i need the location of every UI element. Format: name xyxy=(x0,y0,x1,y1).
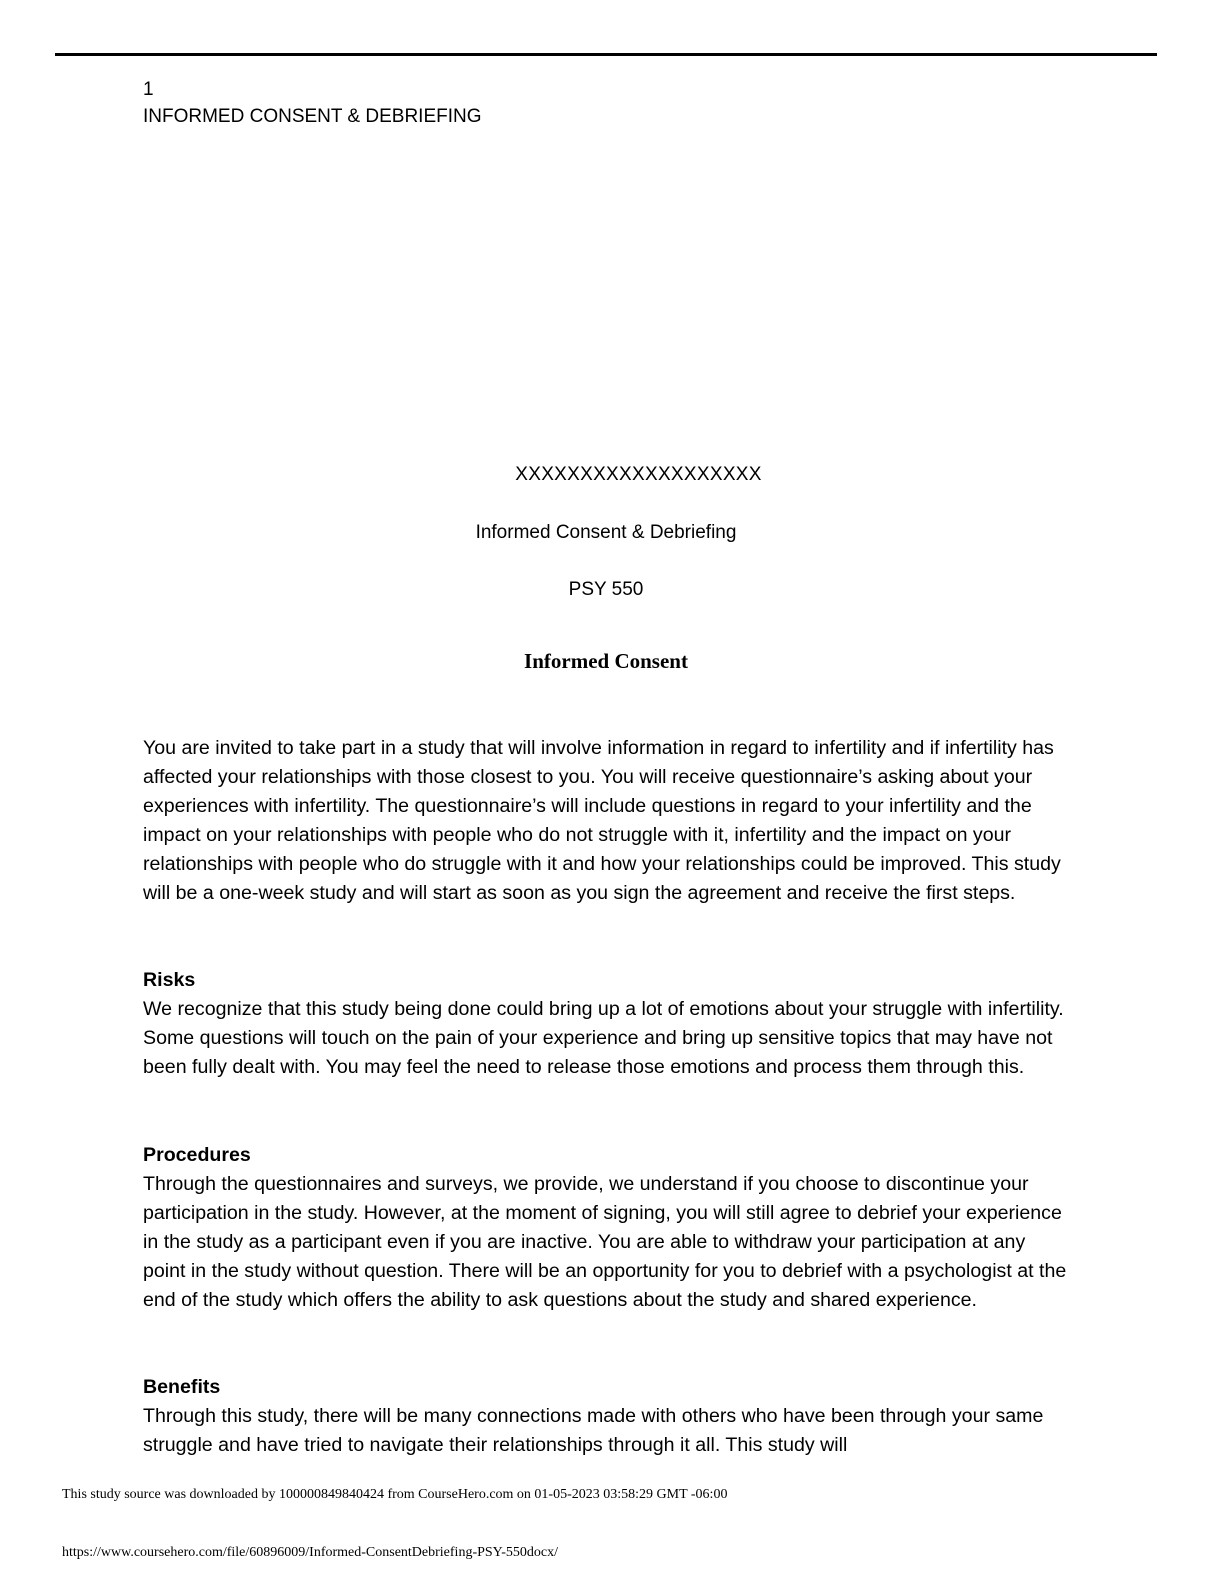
source-url[interactable]: https://www.coursehero.com/file/60896009/Informed-ConsentDebriefing-PSY-550docx/ xyxy=(62,1545,559,1560)
intro-text: You are invited to take part in a study that will involve information in regard to infertility and if infertility has affected your relationships with those closest to you. You will receive questionnaire’s asking about your experiences with infertility. The questionnaire’s will include questions in regard to your infertility and the impact on your relationships with people who do not struggle with it, infertility and the impact on your relationships with people who do struggle with it and how your relationships could be improved. This study will be a one-week study and will start as soon as you sign the agreement and receive the first steps. xyxy=(143,737,1061,904)
risks-text: We recognize that this study being done could bring up a lot of emotions about your struggle with infertility. Some questions will touch on the pain of your experience and bring up sensitive topics that may have not been fully dealt with. You may feel the need to release those emotions and process them through this. xyxy=(143,998,1064,1078)
download-source-line: This study source was downloaded by 100000849840424 from CourseHero.com on 01-05-2023 03:58:29 GMT -06:00 xyxy=(62,1487,728,1502)
benefits-heading: Benefits xyxy=(143,1376,221,1398)
risks-section xyxy=(143,966,1073,1082)
course-code: PSY 550 xyxy=(568,579,644,600)
procedures-text: Through the questionnaires and surveys, we provide, we understand if you choose to discontinue your participation in the study. However, at the moment of signing, you will still agree to debrief your experience in the study as a participant even if you are inactive. You are able to withdraw your participation at any point in the study without question. There will be an opportunity for you to debrief with a psychologist at the end of the study which offers the ability to ask questions about the study and shared experience. xyxy=(143,1173,1067,1311)
page-number: 1 xyxy=(143,79,154,100)
procedures-heading: Procedures xyxy=(143,1144,251,1166)
benefits-text: Through this study, there will be many connections made with others who have been through your same struggle and have tried to navigate their relationships through it all. This study will xyxy=(143,1405,1044,1456)
paper-title: Informed Consent & Debriefing xyxy=(475,522,737,543)
top-rule xyxy=(55,53,1157,56)
procedures-section xyxy=(143,1141,1073,1315)
intro-paragraph xyxy=(143,734,1073,908)
risks-heading: Risks xyxy=(143,969,196,991)
running-header-title: INFORMED CONSENT & DEBRIEFING xyxy=(143,106,482,127)
section-heading: Informed Consent xyxy=(524,649,688,673)
author-name: XXXXXXXXXXXXXXXXXXX xyxy=(515,464,762,485)
benefits-section xyxy=(143,1373,1073,1460)
